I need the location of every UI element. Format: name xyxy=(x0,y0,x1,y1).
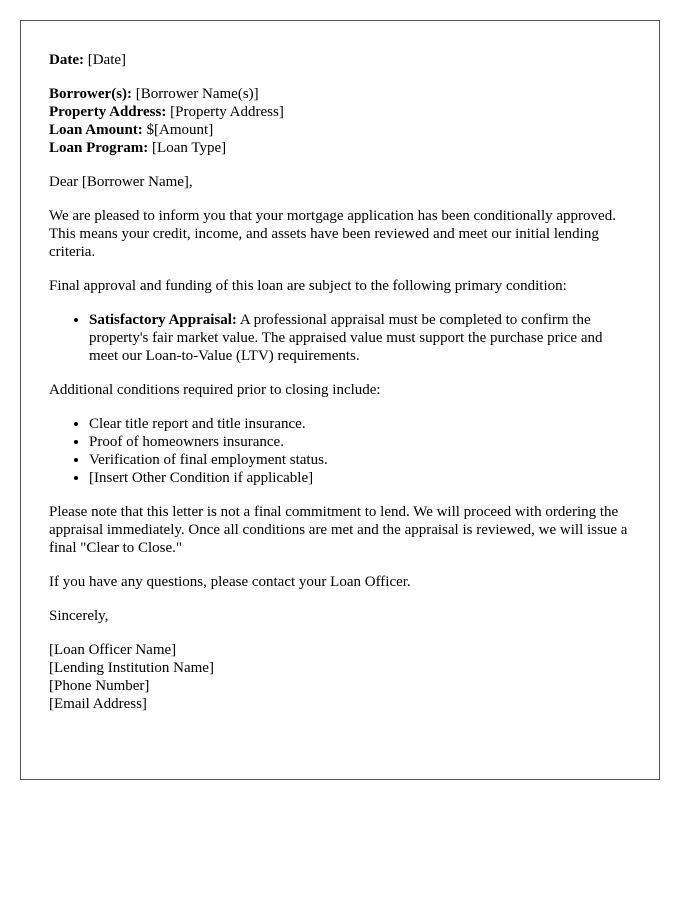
date-value: [Date] xyxy=(87,52,127,68)
date-label: Date: xyxy=(49,52,84,68)
loan-program-value: [Loan Type] xyxy=(152,140,227,156)
phone-number: [Phone Number] xyxy=(49,678,150,694)
list-item: • [Insert Other Condition if applicable] xyxy=(89,469,631,487)
additional-conditions-list xyxy=(49,415,631,487)
primary-condition-title: Satisfactory Appraisal: xyxy=(89,312,237,328)
contact-paragraph: If you have any questions, please contact your Loan Officer. xyxy=(49,574,411,590)
loan-info-block xyxy=(49,85,631,157)
property-address-label: Property Address: xyxy=(49,104,167,120)
loan-program-label: Loan Program: xyxy=(49,140,149,156)
institution-name: [Lending Institution Name] xyxy=(49,660,214,676)
borrower-value: [Borrower Name(s)] xyxy=(135,86,259,102)
list-item: • Proof of homeowners insurance. xyxy=(89,433,631,451)
borrower-label: Borrower(s): xyxy=(49,86,133,102)
borrower-line xyxy=(49,85,631,103)
loan-amount-label: Loan Amount: xyxy=(49,122,143,138)
list-item: • Verification of final employment status. xyxy=(89,451,631,469)
closing: Sincerely, xyxy=(49,608,109,624)
note-paragraph: Please note that this letter is not a final commitment to lend. We will proceed with ordering the appraisal immediately. Once all conditions are met and the appraisal is reviewed, we will issue a final "Clear to Close." xyxy=(49,504,628,556)
loan-amount-value: $[Amount] xyxy=(146,122,214,138)
intro-paragraph: We are pleased to inform you that your mortgage application has been conditionally approved. This means your credit, income, and assets have been reviewed and meet our initial lending criteria. xyxy=(49,208,616,260)
list-item: • Clear title report and title insurance. xyxy=(89,415,631,433)
email-address: [Email Address] xyxy=(49,696,147,712)
letter-document xyxy=(20,20,660,780)
property-address-line xyxy=(49,103,631,121)
primary-condition-intro: Final approval and funding of this loan are subject to the following primary condition: xyxy=(49,278,567,294)
property-address-value: [Property Address] xyxy=(170,104,284,120)
additional-conditions-intro: Additional conditions required prior to closing include: xyxy=(49,382,381,398)
primary-condition-text: A professional appraisal must be completed to confirm the property's fair market value. The appraised value must support the purchase price and meet our Loan-to-Value (LTV) requirements. xyxy=(89,312,603,364)
primary-condition-list xyxy=(49,311,631,365)
primary-condition-item xyxy=(89,311,631,365)
loan-program-line xyxy=(49,139,631,157)
loan-amount-line xyxy=(49,121,631,139)
date-line xyxy=(49,51,631,69)
salutation: Dear [Borrower Name], xyxy=(49,174,193,190)
signature-block xyxy=(49,641,631,713)
officer-name: [Loan Officer Name] xyxy=(49,642,177,658)
